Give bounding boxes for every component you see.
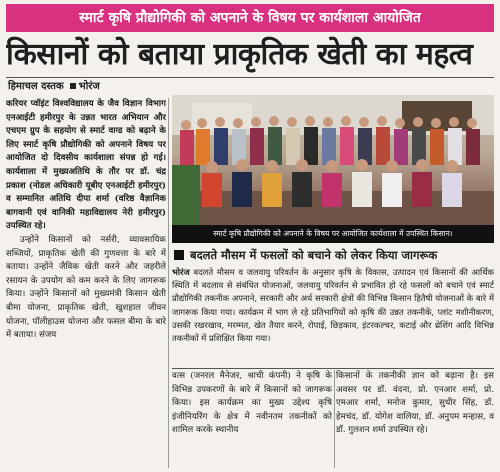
publisher-name: हिमाचल दस्तक (8, 81, 64, 92)
square-bullet-icon (70, 83, 76, 89)
article-column-2 (172, 370, 332, 468)
sidebar-heading-text: बदलते मौसम में फसलों को बचाने को लेकर किया जागरूक (190, 248, 438, 262)
divider (6, 77, 494, 78)
dateline (8, 80, 100, 94)
article-column-1 (6, 98, 166, 468)
sidebar-dateline: भोरंज (172, 267, 190, 277)
headline: किसानों को बताया प्राकृतिक खेती का महत्व (6, 37, 473, 72)
article-column-3 (336, 370, 494, 468)
lead-paragraph: करियर प्वॉइंट विश्वविद्यालय के जैव विज्ञान विभाग एनआईटी हमीरपुर के उन्नत भारत अभियान और एचएम ग्रुप के सहयोग से स्मार्ट वाग्ड को बढ़ाने के लिए स्मार्ट कृषि प्रौद्योगिकी को अपनाने विषय पर आयोजित दो दिवसीय कार्यशाला संपन्न हो गई। कार्यशाला में मुख्यअतिथि के तौर पर डॉ. चंद्र प्रकाश (नोडल अधिकारी यूबीए एनआईटी हमीरपुर) व सम्मानित अतिथि दीपा शर्मा (वरिष्ठ वैज्ञानिक बागवानी एवं वानिकी महाविद्यालय नेरी हमीरपुर) उपस्थित रहे। (6, 99, 166, 232)
column-divider (168, 98, 169, 468)
sidebar-heading (172, 246, 494, 264)
kicker-banner: स्मार्ट कृषि प्रौद्योगिकी को अपनाने के विषय पर कार्यशाला आयोजित (6, 4, 494, 32)
divider (172, 368, 494, 369)
body-paragraph: उन्होंने किसानों को नर्सरी, व्यावसायिक सब्जियों, प्राकृतिक खेती की गुणवत्ता के बारे में बताया। उन्होंने जैविक खेती करने और जहरीले रसायन के उपयोग को कम करने के लिए जागरूक किया। उन्होंने किसानों को मुख्यमंत्री किसान खेती बीमा योजना, प्राकृतिक खेती, खुशहाल जीवन योजना, पॉलीहाउस योजना और फसल बीमा के बारे में बताया। संजय (6, 234, 166, 341)
column-divider (334, 370, 335, 468)
sidebar-body (172, 266, 494, 366)
photo-caption: स्मार्ट कृषि प्रौद्योगिकी को अपनाने के विषय पर आयोजित कार्यशाला में उपस्थित किसान। (172, 225, 494, 243)
body-paragraph: किसानों के तकनीकी ज्ञान को बढ़ाना है। इस अवसर पर डॉ. वंदना, प्रो. एनआर शर्मा, प्रो. एमआर शर्मा, मनोज कुमार, सुधीर सिंह, डॉ. हेमचंद, डॉ. योगेश वालिया, डॉ. अनुपम मन्हास, व डॉ. गुलशन शर्मा उपस्थित रहे। (336, 371, 494, 436)
dateline-place: भोरंज (78, 81, 100, 92)
square-bullet-icon (174, 250, 184, 260)
body-paragraph: वत्स (जनरल मैनेजर, श्राची कंपनी) ने कृषि के विभिन्न उपकरणों के बारे में किसानों को जागरूक किया। इस कार्यक्रम का मुख्य उद्देश्य कृषि इंजीनियरिंग के क्षेत्र में नवीनतम तकनीकों को शामिल करके स्थानीय (172, 371, 332, 436)
event-photo (172, 95, 494, 225)
sidebar-paragraph: बदलते मौसम व जलवायु परिवर्तन के अनुसार कृषि के विकास, उत्पादन एवं किसानों की आर्थिक स्थिति में बदलाव से संबंधित योजनाओं, जलवायु परिवर्तन से प्रभावित हो रहे फसलों को बचाने एवं स्मार्ट प्रौद्योगिकी तकनीक अपनाने, सरकारी और अर्ध सरकारी क्षेत्रों की विभिन्न किसान हितैषी योजनाओं के बारे में जागरूक किया गया। कार्यक्रम में भाग ले रहे प्रतिभागियों को कृषि की उन्नत तकनीकें, प्लांट मशीनीकरण, उसकी रखरखाव, मरम्मत, खेत तैयार करने, रोपाई, छिड़काव, इंटरकल्चर, कटाई और थ्रेशिंग आदि विभिन्न तकनीकों में प्रशिक्षित किया गया। (172, 267, 494, 344)
